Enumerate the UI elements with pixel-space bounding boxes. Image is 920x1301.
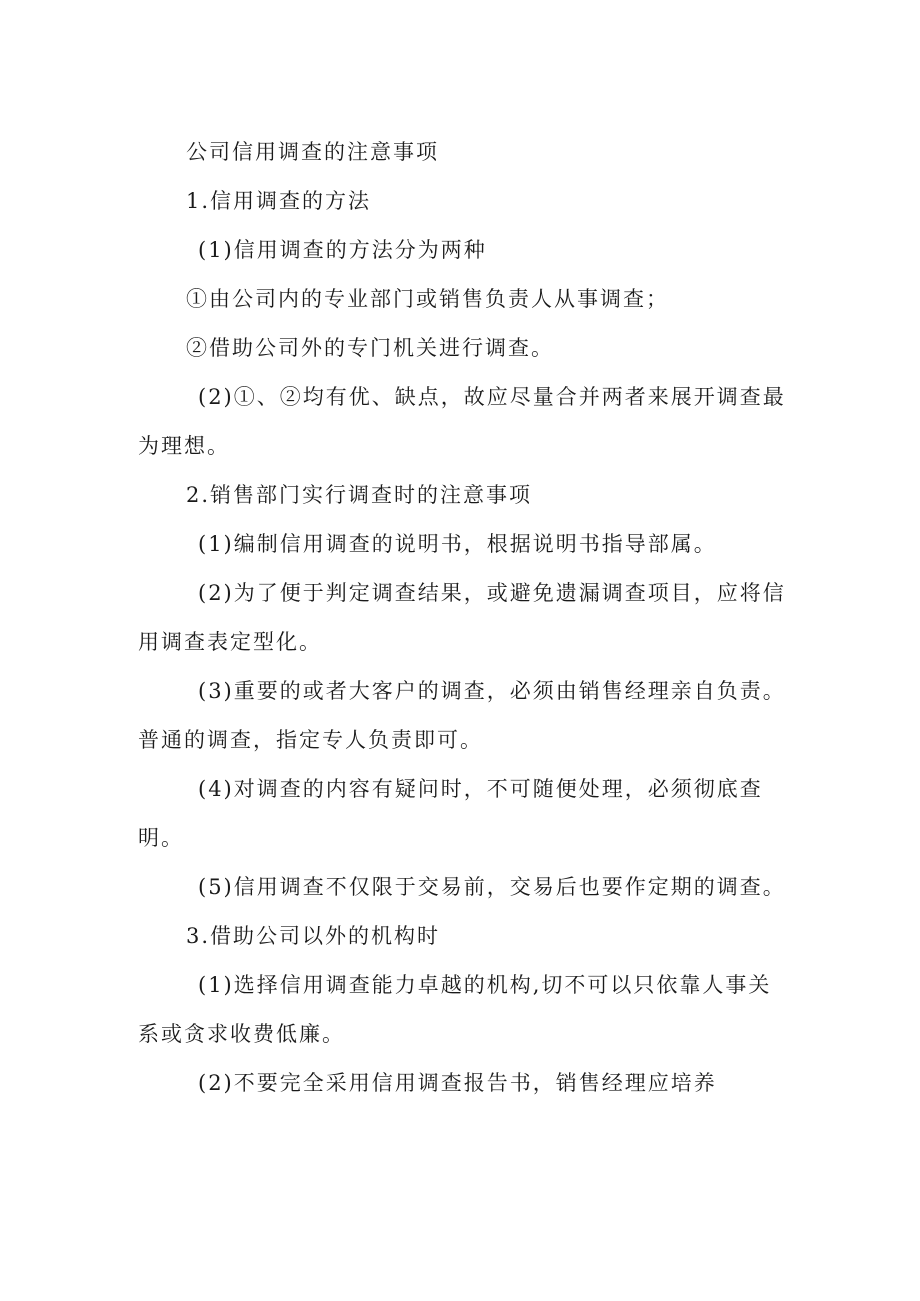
- section-heading-1: 1.信用调查的方法: [186, 189, 372, 213]
- paragraph: (5)信用调查不仅限于交易前，交易后也要作定期的调查。: [198, 875, 786, 899]
- paragraph: (3)重要的或者大客户的调查，必须由销售经理亲自负责。普通的调查，指定专人负责即可。: [138, 679, 786, 752]
- paragraph: (1)选择信用调查能力卓越的机构,切不可以只依靠人事关系或贪求收费低廉。: [138, 973, 772, 1046]
- paragraph: (2)为了便于判定调查结果，或避免遗漏调查项目，应将信用调查表定型化。: [138, 581, 786, 654]
- section-heading-3: 3.借助公司以外的机构时: [186, 924, 441, 948]
- paragraph: (2)①、②均有优、缺点，故应尽量合并两者来展开调查最为理想。: [138, 385, 786, 458]
- paragraph: (2)不要完全采用信用调查报告书，销售经理应培养: [198, 1071, 717, 1095]
- paragraph: (4)对调查的内容有疑问时，不可随便处理，必须彻底查明。: [138, 777, 763, 850]
- document-body: [138, 128, 788, 1108]
- paragraph: ②借助公司外的专门机关进行调查。: [186, 336, 554, 360]
- document-title: 公司信用调查的注意事项: [186, 140, 439, 164]
- paragraph: (1)信用调查的方法分为两种: [198, 238, 487, 262]
- paragraph: (1)编制信用调查的说明书，根据说明书指导部属。: [198, 532, 717, 556]
- section-heading-2: 2.销售部门实行调查时的注意事项: [186, 483, 533, 507]
- paragraph: ①由公司内的专业部门或销售负责人从事调查；: [186, 287, 669, 311]
